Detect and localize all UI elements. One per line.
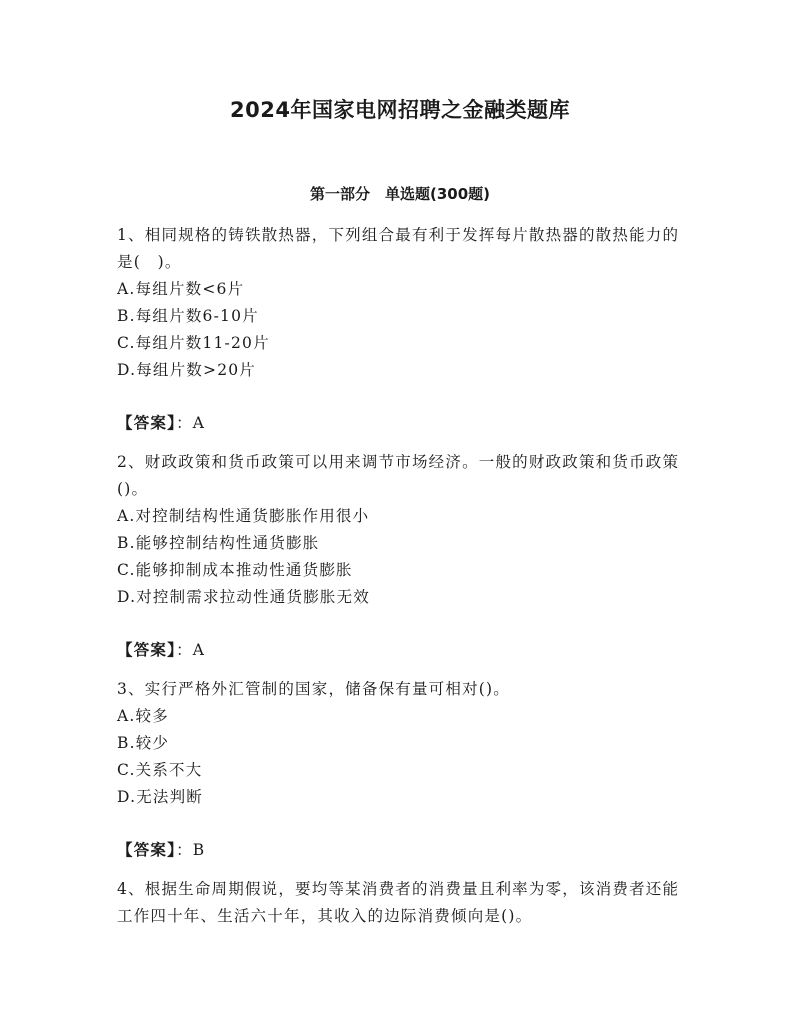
option-list: [117, 703, 687, 811]
question-2: [117, 449, 687, 664]
option-c: C.能够抑制成本推动性通货膨胀: [117, 561, 353, 579]
answer-value: ：A: [176, 641, 206, 659]
option-c: C.关系不大: [117, 761, 203, 779]
section-title: 第一部分 单选题(300题): [309, 185, 491, 203]
option-list: [117, 276, 687, 384]
option-a: A.对控制结构性通货膨胀作用很小: [117, 507, 370, 525]
option-b: B.较少: [117, 734, 170, 752]
question-text: 1、相同规格的铸铁散热器，下列组合最有利于发挥每片散热器的散热能力的是( )。: [117, 226, 680, 271]
option-c: C.每组片数11-20片: [117, 334, 270, 352]
option-d: D.对控制需求拉动性通货膨胀无效: [117, 588, 371, 606]
question-3: [117, 676, 687, 864]
question-list: [117, 222, 687, 930]
answer-line: [117, 637, 687, 664]
question-text: 3、实行严格外汇管制的国家，储备保有量可相对()。: [117, 680, 510, 698]
option-d: D.每组片数>20片: [117, 361, 257, 379]
answer-label: 【答案】: [117, 414, 177, 432]
option-b: B.每组片数6-10片: [117, 307, 259, 325]
option-a: A.较多: [117, 707, 169, 725]
answer-line: [117, 837, 687, 864]
answer-label: 【答案】: [117, 641, 177, 659]
answer-value: ：B: [176, 841, 206, 859]
question-1: [117, 222, 687, 437]
answer-line: [117, 410, 687, 437]
option-list: [117, 503, 687, 611]
option-d: D.无法判断: [117, 788, 204, 806]
question-text: 4、根据生命周期假说，要均等某消费者的消费量且利率为零，该消费者还能工作四十年、生活六十年，其收入的边际消费倾向是()。: [117, 880, 680, 925]
answer-label: 【答案】: [117, 841, 177, 859]
document-title: 2024年国家电网招聘之金融类题库: [230, 98, 570, 122]
option-b: B.能够控制结构性通货膨胀: [117, 534, 320, 552]
question-4: [117, 876, 687, 930]
question-text: 2、财政政策和货币政策可以用来调节市场经济。一般的财政政策和货币政策()。: [117, 453, 680, 498]
option-a: A.每组片数<6片: [117, 280, 245, 298]
answer-value: ：A: [176, 414, 206, 432]
